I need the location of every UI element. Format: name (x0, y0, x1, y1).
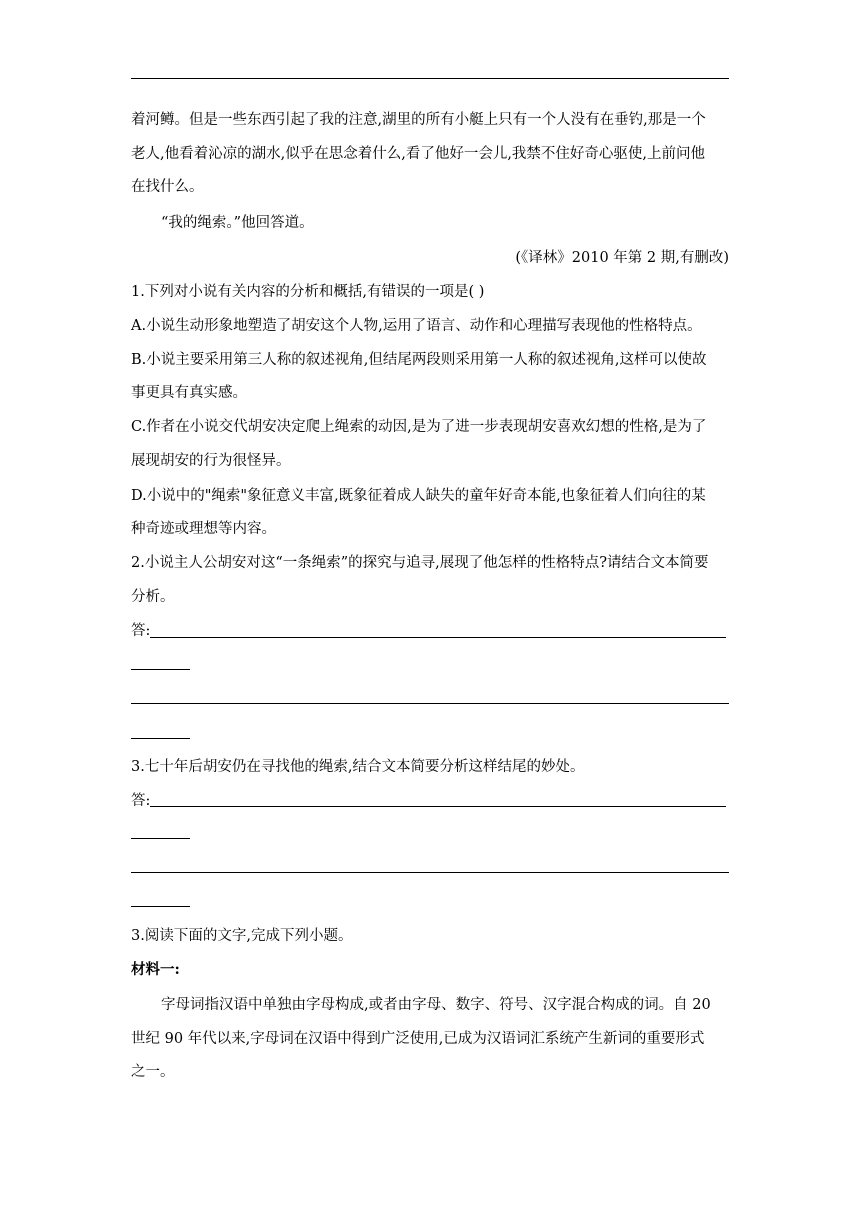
material-line: 之一。 (131, 1064, 175, 1080)
material-label: 材料一: (131, 961, 180, 978)
material-line: 字母词指汉语中单独由字母构成,或者由字母、数字、符号、汉字混合构成的词。自 20 (161, 997, 711, 1013)
answer-label: 答: (131, 793, 151, 809)
answer-line (131, 838, 190, 839)
question-2-stem-cont: 分析。 (131, 589, 175, 605)
passage-line: 着河鳟。但是一些东西引起了我的注意,湖里的所有小艇上只有一个人没有在垂钓,那是一个 (131, 112, 706, 128)
header-rule (131, 78, 729, 79)
option-c-cont: 展现胡安的行为很怪异。 (131, 453, 291, 469)
passage-dialogue: “我的绳索。”他回答道。 (161, 215, 314, 231)
passage-line: 在找什么。 (131, 179, 204, 195)
option-c: C.作者在小说交代胡安决定爬上绳索的动因,是为了进一步表现胡安喜欢幻想的性格,是为了 (131, 419, 707, 435)
question-1-stem: 1.下列对小说有关内容的分析和概括,有错误的一项是( ) (131, 284, 485, 300)
option-d: D.小说中的"绳索"象征意义丰富,既象征着成人缺失的童年好奇本能,也象征着人们向往的某 (131, 488, 706, 504)
answer-line (150, 806, 726, 807)
option-a: A.小说生动形象地塑造了胡安这个人物,运用了语言、动作和心理描写表现他的性格特点。 (131, 318, 702, 334)
answer-line (131, 906, 190, 907)
answer-line (131, 738, 190, 739)
question-2-stem: 2.小说主人公胡安对这“一条绳索”的探究与追寻,展现了他怎样的性格特点?请结合文本简要 (131, 555, 709, 571)
option-b-cont: 事更具有真实感。 (131, 385, 247, 401)
option-d-cont: 种奇迹或理想等内容。 (131, 521, 276, 537)
answer-label: 答: (131, 623, 151, 639)
section-heading: 3.阅读下面的文字,完成下列小题。 (131, 928, 353, 944)
answer-line (131, 703, 729, 704)
question-3-stem: 3.七十年后胡安仍在寻找他的绳索,结合文本简要分析这样结尾的妙处。 (131, 759, 585, 775)
material-line: 世纪 90 年代以来,字母词在汉语中得到广泛使用,已成为汉语词汇系统产生新词的重要形式 (131, 1031, 705, 1047)
answer-line (131, 872, 729, 873)
source-citation: (《译林》2010 年第 2 期,有删改) (515, 250, 729, 266)
answer-line (131, 669, 190, 670)
answer-line (150, 637, 726, 638)
passage-line: 老人,他看着沁凉的湖水,似乎在思念着什么,看了他好一会儿,我禁不住好奇心驱使,上前问他 (131, 146, 706, 162)
option-b: B.小说主要采用第三人称的叙述视角,但结尾两段则采用第一人称的叙述视角,这样可以使故 (131, 352, 707, 368)
